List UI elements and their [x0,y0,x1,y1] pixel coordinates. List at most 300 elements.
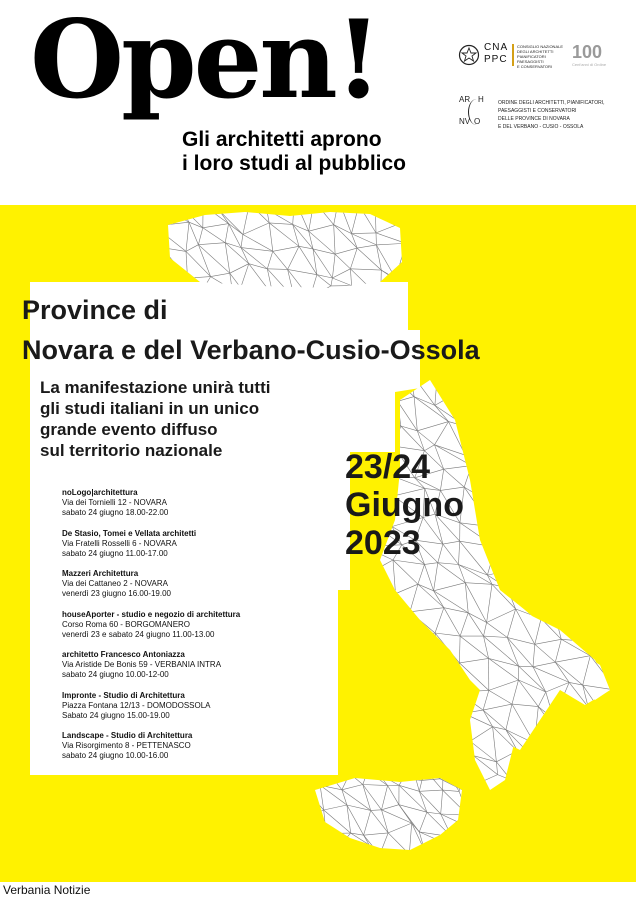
map-network-line [443,713,463,714]
map-network-line [370,640,395,647]
map-network-line [562,374,587,398]
map-network-line [339,833,350,846]
map-network-line [492,527,515,544]
map-network-line [395,622,411,637]
studio-name: noLogo|architettura [62,488,138,497]
map-network-line [516,368,537,397]
map-network-line [570,583,581,598]
map-network-line [410,687,441,688]
map-network-line [157,248,162,276]
map-network-line [466,426,495,430]
map-network-line [410,662,420,687]
monogram-letter: H [478,95,484,104]
studio-hours: sabato 24 giugno 18.00-22.00 [62,508,169,517]
map-network-line [562,374,563,406]
map-network-line [554,727,582,736]
map-network-line [220,204,250,211]
map-network-line [410,687,412,716]
map-network-line [387,733,396,759]
map-network-line [371,586,376,619]
map-network-line [395,622,396,647]
map-network-line [154,226,161,247]
map-network-line [301,785,309,816]
map-network-line [441,669,458,692]
map-network-line [587,764,618,766]
map-network-line [536,368,561,373]
map-network-line [443,713,470,742]
map-network-line [492,517,511,527]
map-network-line [267,199,295,210]
map-network-line [510,513,535,516]
map-network-line [484,499,511,517]
map-network-line [584,447,593,471]
map-network-line [563,406,594,424]
map-network-line [484,499,492,527]
map-network-line [555,537,586,564]
map-network-line [493,441,521,472]
map-network-line [515,429,541,432]
studio-hours: sabato 24 giugno 10.00-12-00 [62,670,169,679]
map-network-line [492,527,496,547]
description-line: sul territorio nazionale [40,441,223,460]
cna-text-line: PIANIFICATORI [517,54,546,59]
ordine-monogram [458,95,492,129]
republic-emblem-icon [458,44,480,66]
map-network-line [587,398,613,422]
map-network-line [554,611,580,612]
map-network-line [493,430,495,441]
map-network-line [581,736,587,764]
map-network-line [314,200,339,201]
map-network-line [436,727,470,741]
map-network-line [441,688,463,713]
map-network-line [540,416,561,429]
map-network-line [380,854,410,855]
map-network-line [463,756,474,790]
map-network-line [425,844,448,850]
map-network-line [606,550,615,567]
studio-address: Piazza Fontana 12/13 - DOMODOSSOLA [62,700,211,710]
map-network-line [531,465,559,490]
map-region-peninsula [380,380,610,750]
map-network-line [424,728,446,762]
map-network-line [510,517,514,544]
map-network-line [326,834,327,856]
poster-subtitle [182,128,406,176]
map-network-line [370,619,376,639]
map-network-line [310,816,326,833]
map-network-line [448,837,452,845]
map-network-line [554,727,562,763]
map-network-line [495,430,515,431]
map-network-line [555,537,584,550]
map-network-line [612,729,618,766]
map-network-line [485,396,515,432]
map-network-line [594,445,603,447]
map-network-line [539,560,562,562]
map-network-line [581,729,612,737]
map-network-line [517,751,531,756]
studio-entry [62,529,240,559]
map-network-line [448,844,469,845]
studio-address: Corso Roma 60 - BORGOMANERO [62,619,191,629]
map-network-line [569,521,584,550]
map-network-line [409,851,424,855]
studio-name: Impronte - Studio di Architettura [62,690,185,700]
ordine-text-line: PAESAGGISTI E CONSERVATORI [498,108,577,114]
map-network-line [587,398,604,406]
cna-full-name [517,44,565,69]
cna-text-line: PAESAGGISTI [517,59,544,64]
map-network-line [362,686,392,716]
cna-letters-line: CNA [484,42,509,53]
map-network-line [484,470,488,499]
map-network-line [588,707,612,729]
map-network-line [537,397,563,406]
map-network-line [369,640,370,659]
map-network-line [515,431,517,441]
map-network-line [590,495,591,523]
map-network-line [559,416,561,439]
map-network-line [366,759,397,780]
map-network-line [584,523,591,551]
map-network-line [365,778,397,780]
map-network-line [410,612,411,637]
map-network-line [591,520,606,522]
date-line: 23/24 [345,448,431,486]
map-network-line [466,426,493,441]
map-network-line [410,687,443,713]
map-network-line [506,401,540,429]
ordine-text-line: DELLE PROVINCE DI NOVARA [498,116,570,122]
map-network-line [578,379,604,405]
studio-hours: venerdì 23 giugno 16.00-19.00 [62,589,171,598]
map-network-line [587,764,611,789]
province-heading [22,290,480,370]
map-network-line [578,379,587,397]
province-heading-line: Province di [22,295,168,325]
map-network-line [562,374,578,380]
map-network-line [580,612,608,643]
map-network-line [584,463,607,471]
map-network-line [370,640,399,659]
map-network-line [484,367,506,401]
map-network-line [603,611,608,643]
map-network-line [425,765,444,769]
map-network-line [362,684,398,686]
map-network-line [539,491,560,492]
map-network-line [519,569,537,594]
map-network-line [554,707,588,719]
map-network-line [555,537,561,561]
map-network-line [339,845,369,846]
map-network-line [507,569,519,588]
map-network-line [566,778,583,786]
map-network-line [535,743,563,763]
map-network-line [561,406,563,416]
map-network-line [535,513,555,537]
map-network-line [537,397,561,416]
map-network-line [371,586,395,622]
map-network-line [510,487,520,516]
map-network-line [487,470,520,488]
cna-letters [484,42,508,66]
map-network-line [294,199,314,201]
map-network-line [593,642,608,643]
map-network-line [362,686,377,709]
studio-address: Via Aristide De Bonis 59 - VERBANIA INTRA [62,660,222,669]
map-network-line [537,560,539,594]
map-network-line [517,441,521,472]
studio-entry [62,650,240,680]
map-network-line [410,760,423,780]
cna-divider [512,44,514,66]
map-network-line [411,637,441,670]
map-network-line [606,497,607,520]
map-network-line [587,398,594,424]
map-network-line [376,710,392,716]
map-network-line [537,594,570,597]
map-network-line [580,612,593,642]
map-network-line [394,426,401,446]
map-network-line [411,637,420,662]
map-network-line [446,756,474,763]
map-network-line [561,561,585,564]
map-network-line [440,762,445,779]
map-network-line [396,728,424,733]
map-network-line [584,471,605,497]
map-network-line [420,662,441,669]
map-network-line [533,448,562,467]
map-network-line [580,564,585,583]
map-network-line [413,716,436,727]
map-network-line [471,369,485,396]
event-description [40,377,270,461]
map-network-line [369,573,371,586]
map-network-line [436,713,443,727]
cna-text-line: CONSIGLIO NAZIONALE [517,44,564,49]
map-network-line [487,470,520,473]
map-network-line [176,201,203,205]
map-network-line [559,439,594,447]
map-network-line [411,633,435,637]
map-network-line [176,201,189,222]
map-network-line [535,491,539,513]
studio-hours: Sabato 24 giugno 15.00-19.00 [62,710,170,720]
map-network-line [376,619,395,622]
cna-letters-line: PPC [484,54,508,65]
map-network-line [539,491,570,521]
province-heading-line: Novara e del Verbano-Cusio-Ossola [22,335,480,365]
ordine-text-line: ORDINE DEGLI ARCHITETTI, PIANIFICATORI, [498,100,605,106]
map-network-line [459,767,463,792]
map-network-line [395,646,420,661]
map-network-line [602,445,607,463]
map-network-line [554,727,588,764]
map-network-line [561,561,569,597]
poster-title: Open! [30,0,380,123]
map-network-line [583,764,587,787]
ordine-text-line: E DEL VERBANO - CUSIO - OSSOLA [498,124,584,130]
map-network-line [465,441,492,455]
map-network-line [395,612,410,622]
studio-address: Via Risorgimento 8 - PETTENASCO [62,741,191,750]
map-network-line [387,759,397,780]
map-network-line [462,815,468,824]
map-network-line [580,583,602,611]
map-network-line [580,583,581,613]
studio-name: houseAporter - studio e negozio di architettura [62,609,241,619]
studio-entry [62,569,240,599]
description-line: gli studi italiani in un unico [40,399,260,418]
subtitle-line: Gli architetti aprono [182,128,382,151]
centenary-logo: 100 [572,42,603,62]
map-network-line [559,491,569,522]
map-network-line [459,392,485,396]
map-network-line [472,466,484,499]
map-network-line [554,597,570,610]
map-network-line [539,541,540,559]
map-network-line [608,659,617,690]
ordine-full-name [498,99,605,131]
map-network-line [520,472,521,487]
studio-hours: sabato 24 giugno 11.00-17.00 [62,548,168,558]
map-network-line [559,467,561,491]
map-network-line [326,834,339,847]
monogram-letter: O [474,117,481,126]
map-network-line [484,487,520,499]
map-network-line [392,684,398,716]
map-network-line [606,690,617,718]
map-network-line [459,791,468,815]
studio-address: Via dei Cattaneo 2 - NOVARA [62,579,168,588]
map-network-line [559,439,562,467]
date-line: 2023 [345,524,421,562]
map-network-line [591,523,614,551]
map-network-line [462,824,469,845]
map-network-line [485,396,495,430]
map-network-line [562,467,585,471]
map-network-line [371,586,395,594]
map-network-line [387,759,410,760]
map-network-line [320,774,329,786]
map-network-line [506,397,537,401]
map-network-line [517,441,533,447]
map-network-line [606,719,612,729]
event-date [345,448,464,562]
map-network-line [465,455,471,465]
map-network-line [602,421,612,445]
map-network-line [515,431,533,447]
map-network-line [366,739,388,759]
map-network-line [519,560,538,569]
map-network-line [520,487,539,491]
map-network-line [203,205,219,211]
map-network-line [452,824,462,837]
map-network-line [410,760,440,779]
map-network-line [303,832,326,833]
map-network-line [590,642,592,656]
map-network-line [555,521,569,537]
map-network-line [531,465,562,467]
map-network-line [611,766,618,789]
map-network-line [507,588,537,594]
map-network-line [398,659,399,684]
map-network-line [506,401,515,432]
monogram-letter: NV [459,117,471,126]
map-network-line [593,642,609,660]
map-network-line [496,544,515,548]
map-network-line [544,778,567,791]
map-network-line [410,728,424,760]
map-network-line [590,495,606,497]
map-network-line [533,439,559,448]
map-network-line [458,692,464,713]
map-network-line [580,611,603,612]
map-network-line [581,736,618,766]
map-network-line [463,713,470,741]
map-network-line [559,439,585,471]
map-network-line [436,727,446,762]
map-network-line [517,751,543,791]
map-network-line [594,421,613,424]
map-network-line [536,368,562,405]
cna-ppc-logo [458,40,618,80]
map-network-line [569,521,591,523]
map-network-line [376,619,395,646]
map-network-line [540,429,559,440]
map-network-line [590,495,606,521]
map-network-line [465,455,487,469]
description-line: grande evento diffuso [40,420,218,439]
map-network-line [157,275,188,278]
map-network-line [399,659,420,662]
map-network-line [604,379,610,406]
map-network-line [398,684,410,687]
map-network-line [584,471,590,495]
map-network-line [441,688,458,692]
map-network-line [561,416,594,424]
subtitle-line: i loro studi al pubblico [182,152,406,175]
studio-hours: sabato 24 giugno 10.00-16.00 [62,751,169,760]
map-network-line [535,513,540,541]
studio-name: De Stasio, Tomei e Vellata architetti [62,528,197,538]
map-network-line [160,206,189,222]
map-network-line [537,397,540,429]
map-network-line [594,447,608,463]
studio-list [62,488,240,772]
map-network-line [496,547,520,569]
map-network-line [397,780,423,781]
map-network-line [535,727,554,743]
map-network-line [369,659,397,684]
map-network-line [561,416,594,447]
map-network-line [515,544,539,560]
map-network-line [562,467,590,495]
map-network-line [362,659,370,686]
studio-entry [62,488,240,518]
map-network-line [366,733,397,738]
map-network-line [484,367,516,369]
studio-name: Mazzeri Architettura [62,569,139,578]
map-network-line [506,368,516,401]
map-network-line [581,707,588,736]
map-network-line [537,594,541,619]
map-network-line [359,198,375,205]
map-network-line [515,541,540,543]
map-network-line [424,727,436,728]
map-network-line [459,392,495,430]
